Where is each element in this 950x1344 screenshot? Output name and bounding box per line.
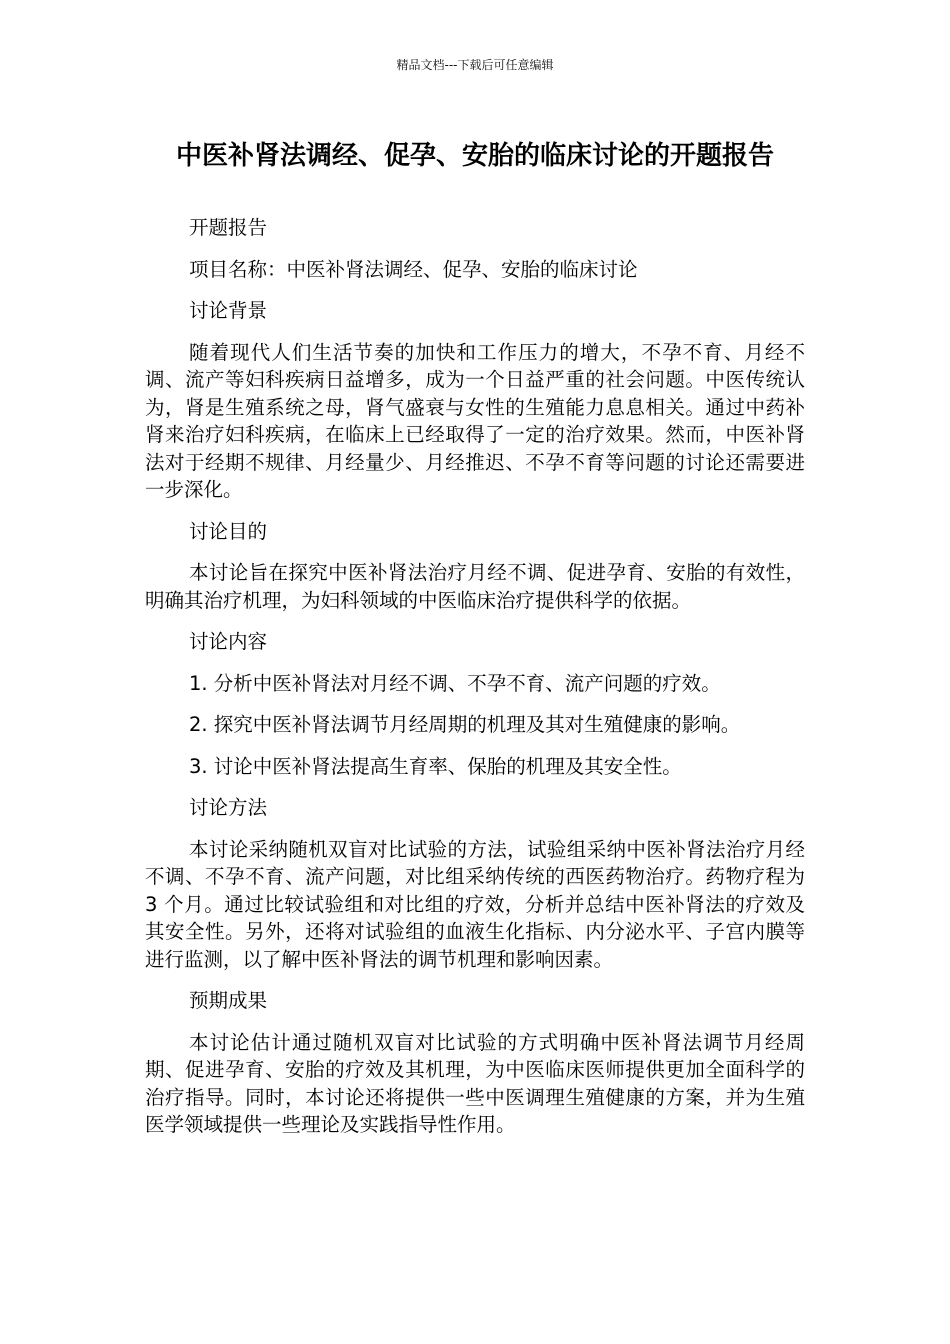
section-heading-content: 讨论内容 — [189, 630, 268, 653]
document-title: 中医补肾法调经、促孕、安胎的临床讨论的开题报告 — [175, 141, 774, 171]
section-heading-method: 讨论方法 — [189, 796, 268, 819]
section-heading-background: 讨论背景 — [189, 299, 268, 322]
section-heading-purpose: 讨论目的 — [189, 519, 268, 543]
section-text-outcome: 本讨论估计通过随机双盲对比试验的方式明确中医补肾法调节月经周期、促进孕育、安胎的疗效及其机理，为中医临床医师提供更加全面科学的治疗指导。同时，本讨论还将提供一些中医调理生殖健康的方案，并为生殖医学领域提供一些理论及实践指导性作用。 — [145, 1030, 805, 1136]
list-item: 2. 探究中医补肾法调节月经周期的机理及其对生殖健康的影响。 — [189, 713, 741, 736]
section-heading-outcome: 预期成果 — [189, 989, 268, 1012]
list-item: 3. 讨论中医补肾法提高生育率、保胎的机理及其安全性。 — [189, 754, 682, 778]
header-note: 精品文档---下载后可任意编辑 — [396, 58, 554, 72]
project-name: 项目名称：中医补肾法调经、促孕、安胎的临床讨论 — [189, 257, 638, 281]
document-body — [145, 214, 805, 1153]
list-item: 1. 分析中医补肾法对月经不调、不孕不育、流产问题的疗效。 — [189, 671, 721, 695]
report-label: 开题报告 — [189, 216, 268, 239]
section-text-background: 随着现代人们生活节奏的加快和工作压力的增大，不孕不育、月经不调、流产等妇科疾病日益增多，成为一个日益严重的社会问题。中医传统认为，肾是生殖系统之母，肾气盛衰与女性的生殖能力息息相关。通过中药补肾来治疗妇科疾病，在临床上已经取得了一定的治疗效果。然而，中医补肾法对于经期不规律、月经量少、月经推迟、不孕不育等问题的讨论还需要进一步深化。 — [145, 340, 805, 501]
section-text-purpose: 本讨论旨在探究中医补肾法治疗月经不调、促进孕育、安胎的有效性，明确其治疗机理，为妇科领域的中医临床治疗提供科学的依据。 — [145, 561, 805, 612]
section-text-method: 本讨论采纳随机双盲对比试验的方法，试验组采纳中医补肾法治疗月经不调、不孕不育、流产问题，对比组采纳传统的西医药物治疗。药物疗程为 3 个月。通过比较试验组和对比组的疗效，分析并总结中医补肾法的疗效及其安全性。另外，还将对试验组的血液生化指标、内分泌水平、子宫内膜等进行监测，以了解中医补肾法的调节机理和影响因素。 — [145, 837, 805, 971]
